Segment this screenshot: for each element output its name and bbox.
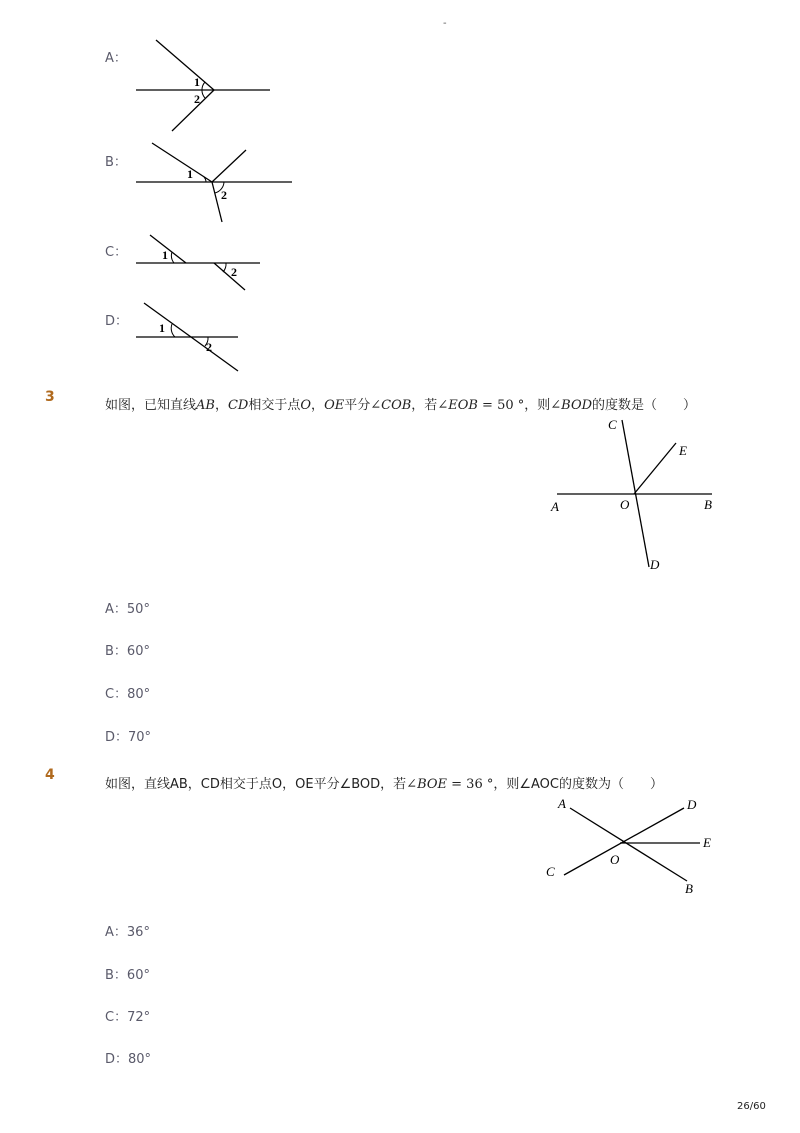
q3-label-a: A: [551, 499, 559, 514]
q3-text-0: 如图，已知直线: [105, 398, 197, 413]
q3-text-7: OE: [324, 398, 345, 413]
q4-figure: [540, 793, 720, 898]
q4-option-b[interactable]: [105, 964, 150, 983]
q3-label-b: B: [704, 497, 712, 512]
q2-option-d-figure: [130, 298, 250, 376]
q4-text-0: 如图，直线AB，CD相交于点O，OE平分∠BOD，若: [105, 777, 407, 792]
q3-text-10: ，若: [411, 398, 438, 413]
q3-option-a-letter: A：: [105, 602, 127, 617]
q3-text-4: 相交于点: [248, 398, 301, 413]
q2-option-a-label[interactable]: A：: [105, 51, 127, 66]
q3-option-d-value: 70°: [128, 730, 152, 745]
q3-text-12: = 50 °: [477, 398, 525, 413]
q2a-angle-2: 2: [194, 92, 200, 106]
q2b-angle-2: 2: [221, 188, 227, 202]
q3-option-b-letter: B：: [105, 644, 127, 659]
q3-label-e: E: [679, 443, 687, 458]
q2b-angle-1: 1: [187, 167, 193, 181]
q3-number: 3: [45, 389, 55, 405]
q3-option-a[interactable]: [105, 598, 150, 617]
q3-text-8: 平分: [344, 398, 371, 413]
q4-question-text: [105, 773, 663, 792]
q3-label-o: O: [620, 497, 630, 512]
q2-option-a-figure: [130, 35, 280, 135]
q3-text-14: ∠BOD: [550, 398, 593, 413]
q4-option-d-value: 80°: [128, 1052, 152, 1067]
q3-label-c: C: [608, 417, 617, 432]
q4-option-d-letter: D：: [105, 1052, 129, 1067]
q4-label-e: E: [703, 835, 711, 850]
q4-option-d[interactable]: [105, 1048, 151, 1067]
q3-text-2: ，: [214, 398, 228, 413]
q3-option-d[interactable]: [105, 726, 151, 745]
q4-option-a-letter: A：: [105, 925, 127, 940]
q4-option-c[interactable]: [105, 1006, 150, 1025]
header-mark: -: [443, 18, 447, 29]
q3-text-9: ∠COB: [370, 398, 412, 413]
q3-text-6: ，: [311, 398, 325, 413]
q4-label-c: C: [546, 864, 555, 879]
q2-option-d-label[interactable]: D：: [105, 314, 129, 329]
q4-option-b-letter: B：: [105, 968, 127, 983]
q3-option-c-value: 80°: [127, 687, 151, 702]
q2c-angle-1: 1: [162, 248, 168, 262]
q3-text-1: AB: [196, 398, 215, 413]
q4-option-b-value: 60°: [126, 968, 150, 983]
q4-text-2: = 36 °: [447, 777, 494, 792]
q4-option-c-letter: C：: [105, 1010, 128, 1025]
q3-option-c-letter: C：: [105, 687, 128, 702]
q3-text-5: O: [300, 398, 312, 413]
q3-figure: [540, 412, 725, 577]
q3-text-3: CD: [227, 398, 249, 413]
q3-option-d-letter: D：: [105, 730, 129, 745]
q3-option-b[interactable]: [105, 640, 150, 659]
q4-text-1: ∠BOE: [406, 777, 448, 792]
q3-option-b-value: 60°: [126, 644, 150, 659]
q4-text-3: ，则∠AOC的度数为（ ）: [493, 777, 663, 792]
q2c-angle-2: 2: [231, 265, 237, 279]
q2d-angle-1: 1: [159, 321, 165, 335]
q4-label-a: A: [558, 796, 566, 811]
q4-option-c-value: 72°: [127, 1010, 151, 1025]
q3-label-d: D: [650, 557, 660, 572]
q4-option-a[interactable]: [105, 921, 150, 940]
q4-label-o: O: [610, 852, 620, 867]
q2-option-c-label[interactable]: C：: [105, 245, 128, 260]
q2a-angle-1: 1: [194, 75, 200, 89]
q3-option-a-value: 50°: [126, 602, 150, 617]
page-number: 26/60: [737, 1101, 766, 1112]
q4-option-a-value: 36°: [126, 925, 150, 940]
q4-number: 4: [45, 767, 55, 783]
q3-text-11: ∠EOB: [437, 398, 478, 413]
q2-option-b-label[interactable]: B：: [105, 155, 127, 170]
q2-option-b-figure: [130, 140, 300, 230]
q3-text-15: 的度数是（ ）: [592, 398, 697, 413]
q3-question-text: [105, 394, 696, 413]
q3-text-13: ，则: [524, 398, 551, 413]
q4-label-b: B: [685, 881, 693, 896]
q2-option-c-figure: [130, 230, 270, 295]
q4-label-d: D: [687, 797, 697, 812]
q3-option-c[interactable]: [105, 683, 150, 702]
q2d-angle-2: 2: [206, 340, 212, 354]
